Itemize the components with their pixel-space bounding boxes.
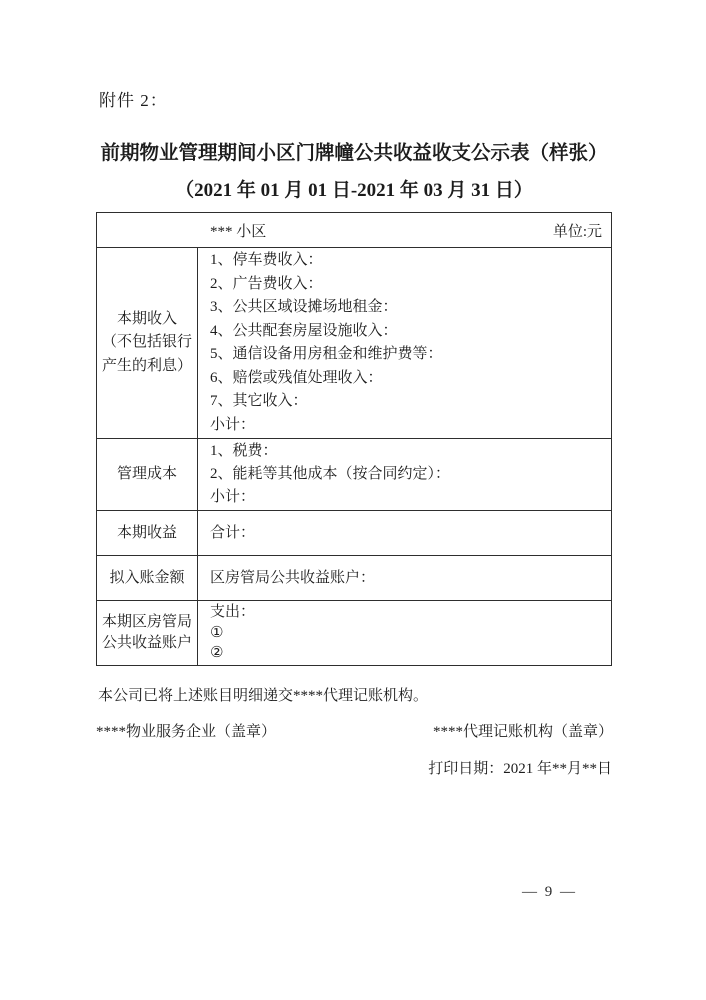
table-row-management-cost xyxy=(97,439,612,511)
income-item: 3、公共区域设摊场地租金： xyxy=(210,299,398,315)
page-number: — 9 — xyxy=(522,884,577,900)
attachment-label: 附件 2： xyxy=(99,91,168,110)
document-subtitle: （2021 年 01 月 01 日-2021 年 03 月 31 日） xyxy=(175,180,533,201)
expense-item-2: ② xyxy=(210,645,224,661)
community-name: *** 小区 xyxy=(210,223,267,240)
cost-subtotal: 小计： xyxy=(210,489,256,505)
income-item: 5、通信设备用房租金和维护费等： xyxy=(210,346,443,362)
income-item: 6、赔偿或残值处理收入： xyxy=(210,369,383,386)
row-content-current-profit xyxy=(198,511,612,556)
public-income-expense-table xyxy=(96,212,612,666)
table-row-planned-deposit xyxy=(97,556,612,601)
cost-item: 1、税费： xyxy=(210,443,278,459)
row-label-current-income: 本期收入 （不包括银行 产生的利息） xyxy=(97,248,198,439)
profit-total: 合计： xyxy=(210,525,256,541)
document-title: 前期物业管理期间小区门牌幢公共收益收支公示表（样张） xyxy=(100,143,608,164)
table-header-row xyxy=(97,213,612,248)
cost-item: 2、能耗等其他成本（按合同约定）： xyxy=(210,466,451,482)
print-date: 打印日期：2021 年**月**日 xyxy=(428,761,612,777)
unit-label: 单位:元 xyxy=(552,223,602,240)
property-company-seal-label: ****物业服务企业（盖章） xyxy=(96,724,277,740)
income-item: 1、停车费收入： xyxy=(210,252,323,268)
table-row-district-account xyxy=(97,601,612,666)
deposit-account: 区房管局公共收益账户： xyxy=(210,570,376,586)
row-label-district-account: 本期区房管局 公共收益账户 xyxy=(97,601,198,666)
income-item: 2、广告费收入： xyxy=(210,275,323,292)
row-label-management-cost: 管理成本 xyxy=(97,439,198,511)
income-item: 7、其它收入： xyxy=(210,393,308,409)
row-label-planned-deposit: 拟入账金额 xyxy=(97,556,198,601)
row-content-planned-deposit xyxy=(198,556,612,601)
signature-line xyxy=(96,720,613,741)
row-content-current-income xyxy=(198,248,612,439)
table-header-cell xyxy=(97,213,612,248)
table-row-current-profit xyxy=(97,511,612,556)
expense-item-1: ① xyxy=(210,624,224,641)
row-content-management-cost xyxy=(198,439,612,511)
row-label-current-profit: 本期收益 xyxy=(97,511,198,556)
row-content-district-account xyxy=(198,601,612,666)
income-item: 4、公共配套房屋设施收入： xyxy=(210,322,398,339)
expense-header: 支出： xyxy=(210,604,256,620)
handover-note: 本公司已将上述账目明细递交****代理记账机构。 xyxy=(98,688,429,704)
bookkeeping-agency-seal-label: ****代理记账机构（盖章） xyxy=(432,724,613,740)
table-row-current-income xyxy=(97,248,612,439)
income-subtotal: 小计： xyxy=(210,416,256,433)
